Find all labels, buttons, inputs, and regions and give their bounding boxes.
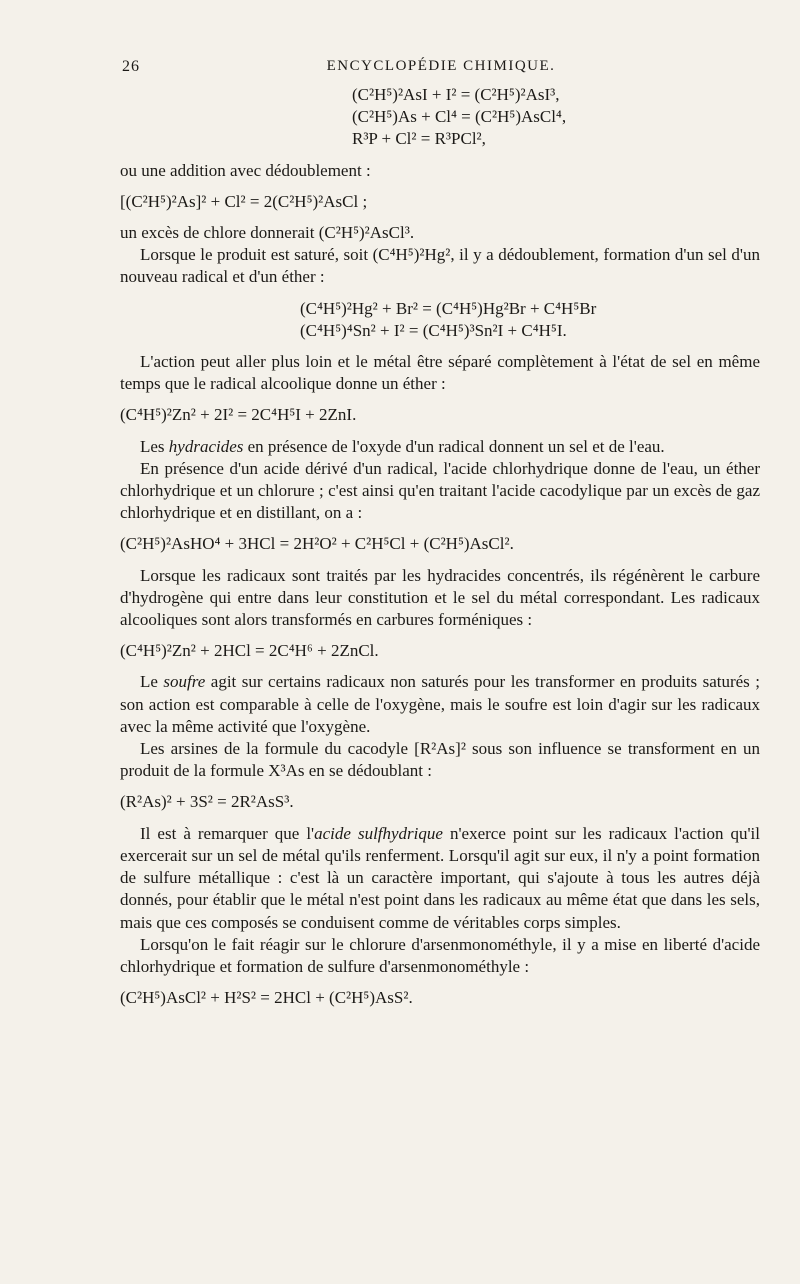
- paragraph: ou une addition avec dédoublement :: [120, 160, 371, 180]
- paragraph: Les hydracides en présence de l'oxyde d'un radical donnent un sel et de l'eau.: [140, 436, 665, 456]
- formula-group-1: [120, 84, 760, 151]
- paragraph: Il est à remarquer que l'acide sulfhydrique n'exerce point sur les radicaux l'action qu'il exercerait sur un sel de métal qu'ils renferment. Lorsqu'il agit sur eux, il n'y a point formation de sulfure métallique : c'est là un caractère important, qui s'ajoute à tous les autres déjà donnés, pour établir que le métal n'est point dans les radicaux au même état que dans les sels, mais que ces composés se conduisent comme de véritables corps simples.: [120, 823, 760, 932]
- formula: (C²H⁵)²AsI + I² = (C²H⁵)²AsI³,: [352, 85, 560, 104]
- running-header: [122, 58, 760, 80]
- formula: (C⁴H⁵)²Zn² + 2HCl = 2C⁴H⁶ + 2ZnCl.: [120, 641, 379, 661]
- formula: (C²H⁵)AsCl² + H²S² = 2HCl + (C²H⁵)AsS².: [120, 988, 413, 1008]
- formula: (R²As)² + 3S² = 2R²AsS³.: [120, 792, 294, 812]
- paragraph: un excès de chlore donnerait (C²H⁵)²AsCl³.: [120, 223, 415, 243]
- paragraph: Lorsque les radicaux sont traités par les hydracides concentrés, ils régénèrent le carbure d'hydrogène qui entre dans leur constitution et le sel du métal correspondant. Les radicaux alcooliques sont alors transformés en carbures forméniques :: [120, 565, 760, 630]
- formula: (C⁴H⁵)⁴Sn² + I² = (C⁴H⁵)³Sn²I + C⁴H⁵I.: [300, 320, 567, 340]
- italic-term: hydracides: [168, 436, 244, 456]
- paragraph: L'action peut aller plus loin et le métal être séparé complètement à l'état de sel en même temps que le radical alcoolique donne un éther :: [120, 352, 760, 394]
- formula: (C²H⁵)²AsHO⁴ + 3HCl = 2H²O² + C²H⁵Cl + (C²H⁵)AsCl².: [120, 534, 514, 554]
- formula: R³P + Cl² = R³PCl²,: [352, 129, 486, 149]
- formula: (C⁴H⁵)²Zn² + 2I² = 2C⁴H⁵I + 2ZnI.: [120, 405, 357, 425]
- paragraph: Lorsqu'on le fait réagir sur le chlorure d'arsenmonométhyle, il y a mise en liberté d'acide chlorhydrique et formation de sulfure d'arsenmonométhyle :: [120, 934, 760, 976]
- formula: [(C²H⁵)²As]² + Cl² = 2(C²H⁵)²AsCl ;: [120, 191, 368, 211]
- formula: (C⁴H⁵)²Hg² + Br² = (C⁴H⁵)Hg²Br + C⁴H⁵Br: [300, 298, 597, 318]
- paragraph: En présence d'un acide dérivé d'un radical, l'acide chlorhydrique donne de l'eau, un éther chlorhydrique et un chlorure ; c'est ainsi qu'en traitant l'acide cacodylique par un excès de gaz chlorhydrique et en distillant, on a :: [120, 458, 760, 523]
- paragraph: Les arsines de la formule du cacodyle [R²As]² sous son influence se transforment en un produit de la formule X³As en se dédoublant :: [120, 739, 760, 781]
- italic-term: acide sulfhydrique: [314, 823, 443, 843]
- page-body: [120, 84, 760, 1009]
- paragraph: Le soufre agit sur certains radicaux non saturés pour les transformer en produits saturés ; son action est comparable à celle de l'oxygène, mais le soufre est loin d'agir sur les radicaux avec la même activité que l'oxygène.: [120, 672, 760, 736]
- page-number: 26: [122, 58, 140, 75]
- italic-term: soufre: [163, 672, 206, 692]
- paragraph: Lorsque le produit est saturé, soit (C⁴H⁵)²Hg², il y a dédoublement, formation d'un sel d'un nouveau radical et d'un éther :: [120, 245, 760, 287]
- formula: (C²H⁵)As + Cl⁴ = (C²H⁵)AsCl⁴,: [352, 107, 567, 127]
- running-title: ENCYCLOPÉDIE CHIMIQUE.: [326, 58, 556, 74]
- formula-group-3: [120, 298, 760, 342]
